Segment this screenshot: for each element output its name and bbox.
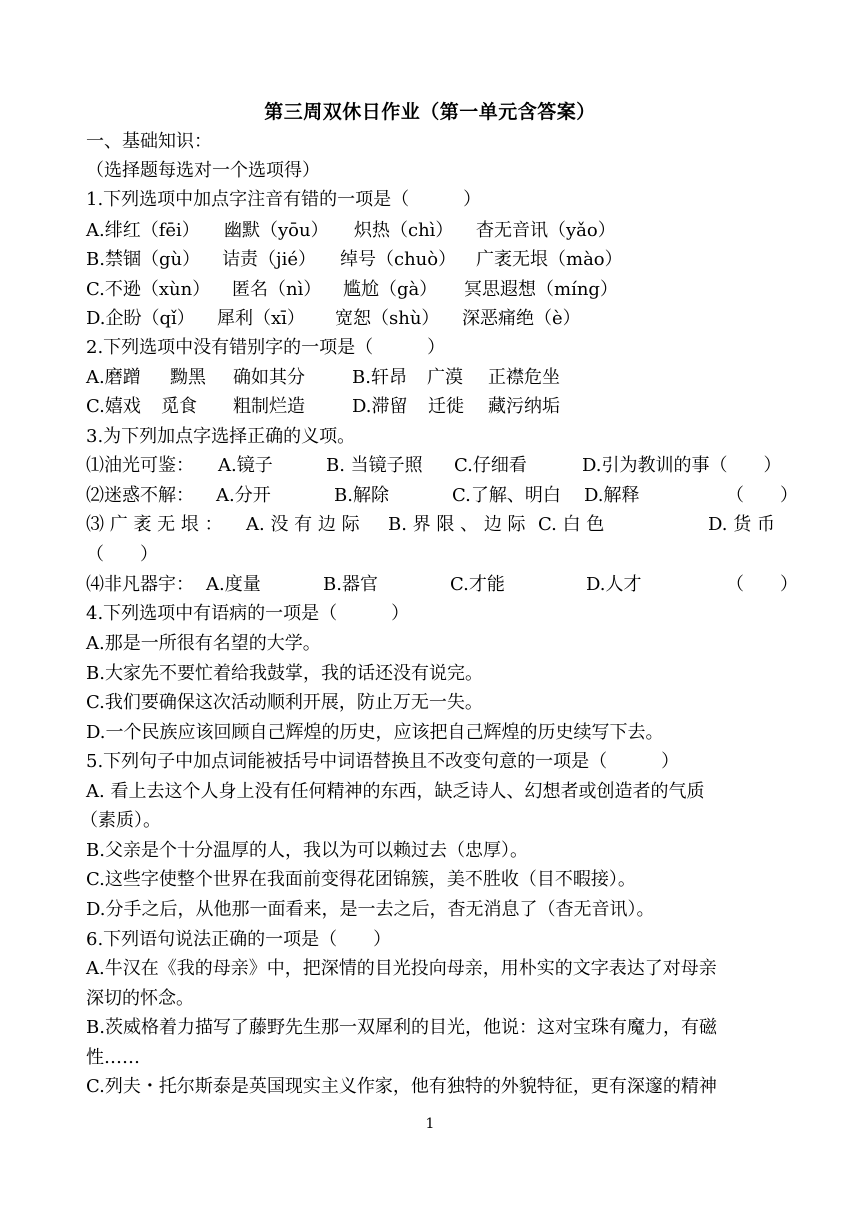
q5-option-a: A. 看上去这个人身上没有任何精神的东西，缺乏诗人、幻想者或创造者的气质 bbox=[86, 781, 705, 802]
q1-option-a-2: 幽默（yōu） bbox=[224, 220, 329, 241]
q3-r2-b: B.解除 bbox=[334, 485, 389, 506]
q2-a-1: A.磨蹭 bbox=[86, 367, 141, 388]
q1-option-b-1: B.禁锢（gù） bbox=[86, 249, 201, 270]
q3-r2-blank: （ ） bbox=[726, 485, 798, 506]
q2-d-3: 藏污纳垢 bbox=[488, 396, 560, 417]
q2-b-2: 广漠 bbox=[427, 367, 463, 388]
q6-option-a-cont: 深切的怀念。 bbox=[86, 988, 194, 1009]
q2-a-3: 确如其分 bbox=[233, 367, 305, 388]
q3-r1-d: D.引为教训的事（ ） bbox=[582, 455, 782, 476]
q1-option-d-4: 深恶痛绝（è） bbox=[462, 308, 581, 329]
q1-option-a-4: 杳无音讯（yǎo） bbox=[476, 220, 616, 241]
page-number: 1 bbox=[425, 1116, 435, 1132]
q1-option-c-1: C.不逊（xùn） bbox=[86, 279, 211, 300]
q5-option-b: B.父亲是个十分温厚的人，我以为可以赖过去（忠厚）。 bbox=[86, 840, 528, 861]
q3-r4-b: B.器官 bbox=[323, 574, 378, 595]
q2-c-1: C.嬉戏 bbox=[86, 396, 141, 417]
q5-stem: 5.下列句子中加点词能被括号中词语替换且不改变句意的一项是（ ） bbox=[86, 751, 680, 772]
q3-r2-c: C.了解、明白 bbox=[452, 485, 561, 506]
q4-option-c: C.我们要确保这次活动顺利开展，防止万无一失。 bbox=[86, 692, 483, 713]
q1-option-c-4: 冥思遐想（míng） bbox=[464, 279, 618, 300]
q1-option-d-1: D.企盼（qǐ） bbox=[86, 308, 195, 329]
q1-option-a-3: 炽热（chì） bbox=[354, 220, 454, 241]
q1-option-c-2: 匿名（nì） bbox=[232, 279, 322, 300]
q3-r4-word: ⑷非凡器宇： bbox=[86, 574, 194, 595]
q3-r4-d: D.人才 bbox=[586, 574, 642, 595]
q6-option-b: B.茨威格着力描写了藤野先生那一双犀利的目光，他说：这对宝珠有魔力，有磁 bbox=[86, 1017, 717, 1038]
q2-d-1: D.滞留 bbox=[352, 396, 408, 417]
q3-r3-word: ⑶ 广 袤 无 垠 ： bbox=[86, 514, 223, 535]
page-title: 第三周双休日作业（第一单元含答案） bbox=[264, 101, 596, 123]
q3-r2-word: ⑵迷惑不解： bbox=[86, 485, 194, 506]
q3-r3-d: D. 货 币 bbox=[708, 514, 775, 535]
q4-option-a: A.那是一所很有名望的大学。 bbox=[86, 633, 321, 654]
q3-r1-c: C.仔细看 bbox=[454, 455, 527, 476]
q3-r2-d: D.解释 bbox=[584, 485, 640, 506]
q2-stem: 2.下列选项中没有错别字的一项是（ ） bbox=[86, 337, 446, 358]
q6-option-c: C.列夫・托尔斯泰是英国现实主义作家，他有独特的外貌特征，更有深邃的精神 bbox=[86, 1076, 717, 1097]
q5-option-d: D.分手之后，从他那一面看来，是一去之后，杳无消息了（杳无音讯）。 bbox=[86, 899, 655, 920]
q1-option-b-4: 广袤无垠（mào） bbox=[476, 249, 623, 270]
q1-option-d-3: 宽恕（shù） bbox=[335, 308, 440, 329]
q6-stem: 6.下列语句说法正确的一项是（ ） bbox=[86, 929, 392, 950]
q1-option-b-2: 诘责（jié） bbox=[222, 249, 316, 270]
q2-a-2: 黝黑 bbox=[170, 367, 206, 388]
q3-stem: 3.为下列加点字选择正确的义项。 bbox=[86, 426, 356, 447]
scoring-note: （选择题每选对一个选项得） bbox=[86, 160, 320, 181]
q3-r1-b: B. 当镜子照 bbox=[326, 455, 423, 476]
section-heading: 一、基础知识： bbox=[86, 131, 212, 152]
q1-stem: 1.下列选项中加点字注音有错的一项是（ ） bbox=[86, 189, 482, 210]
q6-option-b-cont: 性…… bbox=[86, 1047, 140, 1068]
q5-option-a-cont: （素质）。 bbox=[80, 810, 161, 831]
q3-r2-a: A.分开 bbox=[216, 485, 271, 506]
q3-r3-c: C. 白 色 bbox=[538, 514, 605, 535]
q4-option-d: D.一个民族应该回顾自己辉煌的历史，应该把自己辉煌的历史续写下去。 bbox=[86, 722, 664, 743]
q4-stem: 4.下列选项中有语病的一项是（ ） bbox=[86, 603, 410, 624]
q4-option-b: B.大家先不要忙着给我鼓掌，我的话还没有说完。 bbox=[86, 663, 483, 684]
q1-option-b-3: 绰号（chuò） bbox=[340, 249, 457, 270]
q1-option-d-2: 犀利（xī） bbox=[217, 308, 305, 329]
q3-r1-a: A.镜子 bbox=[218, 455, 273, 476]
q2-b-3: 正襟危坐 bbox=[488, 367, 560, 388]
q3-r3-b: B. 界 限 、 边 际 bbox=[388, 514, 526, 535]
q5-option-c: C.这些字使整个世界在我面前变得花团锦簇，美不胜收（目不暇接）。 bbox=[86, 869, 636, 890]
q3-r3-blank: （ ） bbox=[86, 544, 158, 565]
q3-r4-a: A.度量 bbox=[206, 574, 261, 595]
q2-c-3: 粗制烂造 bbox=[233, 396, 305, 417]
q2-d-2: 迁徙 bbox=[428, 396, 464, 417]
q1-option-c-3: 尴尬（gà） bbox=[343, 279, 438, 300]
q3-r3-a: A. 没 有 边 际 bbox=[246, 514, 360, 535]
q1-option-a-1: A.绯红（fēi） bbox=[86, 220, 200, 241]
q2-c-2: 觅食 bbox=[161, 396, 197, 417]
q3-r1-word: ⑴油光可鉴： bbox=[86, 455, 194, 476]
q3-r4-c: C.才能 bbox=[450, 574, 505, 595]
q2-b-1: B.轩昂 bbox=[352, 367, 407, 388]
q3-r4-blank: （ ） bbox=[726, 574, 798, 595]
q6-option-a: A.牛汉在《我的母亲》中，把深情的目光投向母亲，用朴实的文字表达了对母亲 bbox=[86, 958, 717, 979]
